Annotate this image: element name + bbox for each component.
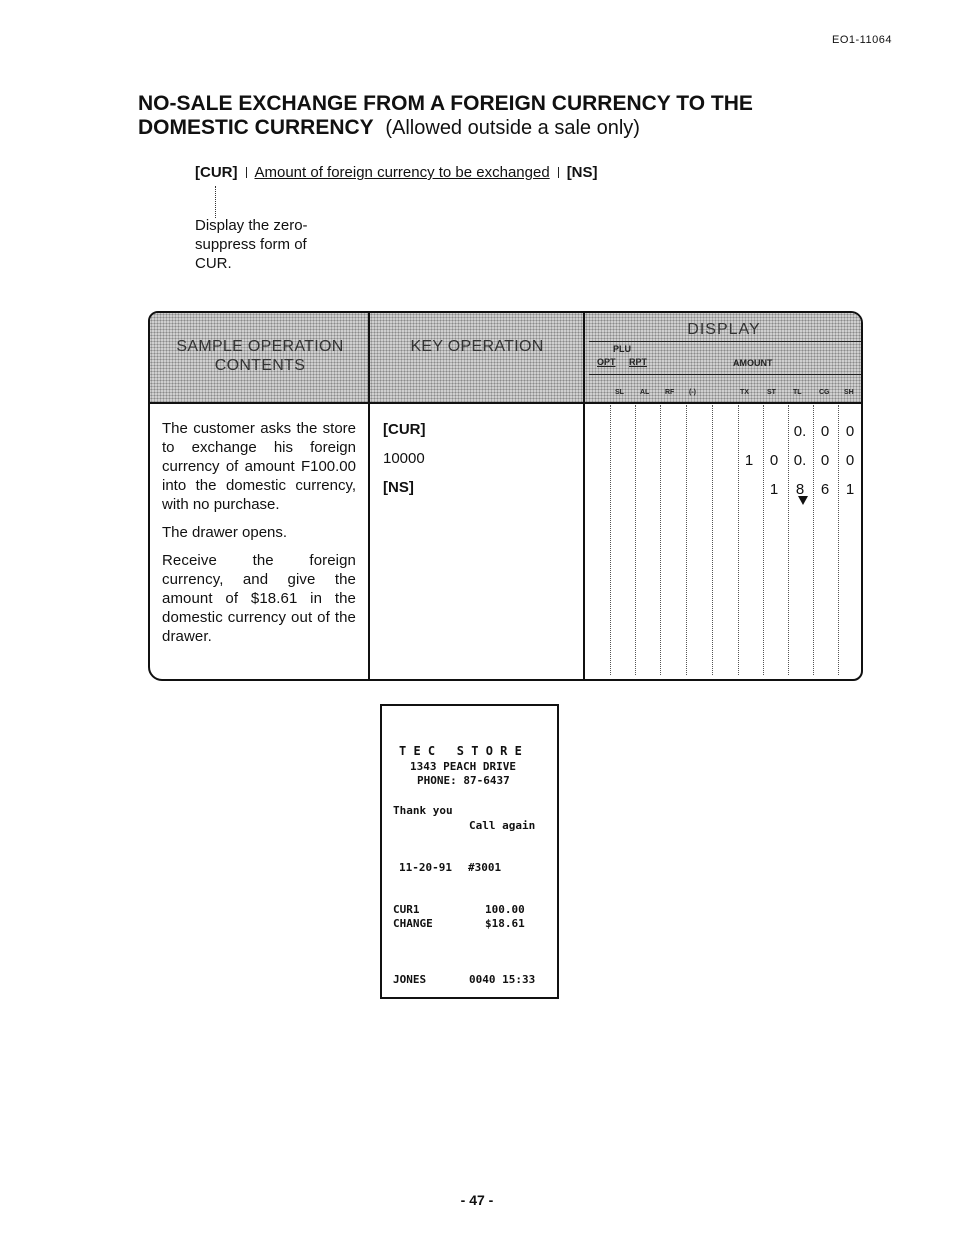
display-digit: 0. xyxy=(793,452,807,469)
sample-contents xyxy=(162,419,356,655)
display-digit: 0 xyxy=(769,452,779,469)
display-digit: 1 xyxy=(845,481,855,498)
receipt-change-label: CHANGE xyxy=(393,917,433,930)
indicator-sh: SH xyxy=(844,389,854,396)
header-divider xyxy=(150,402,861,404)
display-plu-label: PLU xyxy=(613,344,631,354)
receipt-again: Call again xyxy=(469,819,536,832)
key-op-cur: [CUR] xyxy=(383,421,426,438)
display-digit: 1 xyxy=(744,452,754,469)
contents-paragraph: The drawer opens. xyxy=(162,524,288,541)
display-grid-line xyxy=(813,405,814,675)
indicator-tx: TX xyxy=(740,389,749,396)
display-digit: 0 xyxy=(820,452,830,469)
title-line-1: NO-SALE EXCHANGE FROM A FOREIGN CURRENCY TO THE xyxy=(138,92,753,115)
receipt-address: 1343 PEACH DRIVE xyxy=(410,760,516,773)
title-line-2 xyxy=(138,116,753,140)
receipt-change-value: $18.61 xyxy=(485,917,525,930)
display-digit: 0. xyxy=(793,423,807,440)
indicator-rf: RF xyxy=(665,389,675,396)
display-grid-line xyxy=(660,405,661,675)
display-grid-line xyxy=(712,405,713,675)
display-digit: 1 xyxy=(769,481,779,498)
receipt-store: T E C S T O R E xyxy=(399,744,522,758)
display-rpt-label: RPT xyxy=(629,357,647,367)
receipt-date: 11-20-91 xyxy=(399,861,452,874)
key-op-ns: [NS] xyxy=(383,479,414,496)
header-sample: SAMPLE OPERATION CONTENTS xyxy=(176,338,344,374)
receipt-thanks: Thank you xyxy=(393,804,453,817)
key-sequence xyxy=(195,164,598,181)
receipt-footer: 0040 15:33 xyxy=(469,973,536,986)
display-rule xyxy=(589,374,861,375)
title-qualifier: (Allowed outside a sale only) xyxy=(385,117,640,139)
title-line-2-text: DOMESTIC CURRENCY xyxy=(138,116,374,139)
display-digit: 0 xyxy=(820,423,830,440)
receipt xyxy=(380,704,559,999)
sequence-key-cur: [CUR] xyxy=(195,164,238,181)
display-grid-line xyxy=(738,405,739,675)
indicator-cg: CG xyxy=(819,389,830,396)
dotted-connector xyxy=(215,186,216,218)
contents-paragraph: The customer asks the store to exchange his foreign currency of amount F100.00 into the domestic currency, with no purchase. xyxy=(162,420,356,513)
contents-paragraph: Receive the foreign currency, and give the amount of $18.61 in the domestic currency out of the drawer. xyxy=(162,552,356,645)
indicator-st: ST xyxy=(767,389,776,396)
display-grid-line xyxy=(610,405,611,675)
indicator-minus: (-) xyxy=(689,389,696,396)
sequence-amount: Amount of foreign currency to be exchanged xyxy=(254,164,550,181)
receipt-cur-value: 100.00 xyxy=(485,903,525,916)
header-display-cell xyxy=(585,313,863,402)
indicator-sl: SL xyxy=(615,389,624,396)
column-divider xyxy=(368,313,370,679)
display-digit: 6 xyxy=(820,481,830,498)
display-digit: 8 xyxy=(795,481,805,498)
display-rule xyxy=(589,341,861,342)
key-op-amount: 10000 xyxy=(383,450,425,467)
arrow-down-icon xyxy=(798,496,808,505)
sequence-key-ns: [NS] xyxy=(566,164,598,181)
display-digit: 0 xyxy=(845,452,855,469)
header-key: KEY OPERATION xyxy=(410,338,544,355)
display-note: Display the zero-suppress form of CUR. xyxy=(195,217,308,272)
header-key-cell xyxy=(370,313,583,402)
display-grid-line xyxy=(763,405,764,675)
display-grid-line xyxy=(838,405,839,675)
receipt-cur-label: CUR1 xyxy=(393,903,420,916)
display-amount-label: AMOUNT xyxy=(733,358,773,368)
receipt-number: #3001 xyxy=(468,861,502,874)
display-grid-line xyxy=(686,405,687,675)
separator xyxy=(558,167,559,178)
display-digit: 0 xyxy=(845,423,855,440)
page-title xyxy=(138,92,753,140)
indicator-al: AL xyxy=(640,389,650,396)
receipt-clerk: JONES xyxy=(393,973,427,986)
receipt-phone: PHONE: 87-6437 xyxy=(417,774,510,787)
document-number: EO1-11064 xyxy=(832,34,892,46)
separator xyxy=(246,167,247,178)
column-divider xyxy=(583,313,585,679)
indicator-tl: TL xyxy=(793,389,802,396)
display-grid-line xyxy=(635,405,636,675)
display-opt-label: OPT xyxy=(597,357,616,367)
header-display: DISPLAY xyxy=(687,321,761,338)
display-grid-line xyxy=(788,405,789,675)
operation-table xyxy=(148,311,863,681)
page-number: - 47 - xyxy=(460,1192,494,1208)
